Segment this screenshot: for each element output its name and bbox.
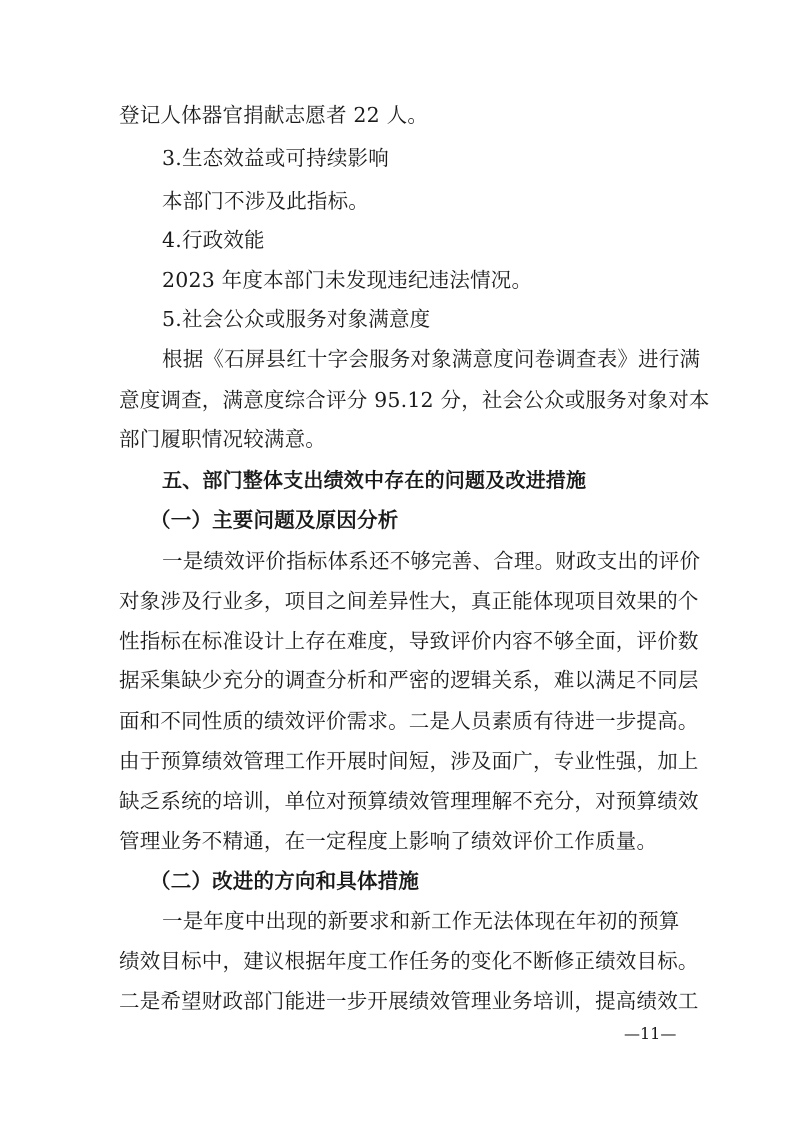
subsection-heading-improvements: （二）改进的方向和具体措施 xyxy=(150,869,420,893)
subsection-heading-problems: （一）主要问题及原因分析 xyxy=(150,508,399,532)
text-line: 本部门不涉及此指标。 xyxy=(162,189,369,213)
subheading-satisfaction: 5.社会公众或服务对象满意度 xyxy=(162,307,431,331)
text-line: 登记人体器官捐献志愿者 22 人。 xyxy=(119,103,429,127)
text-line: 对象涉及行业多，项目之间差异性大，真正能体现项目效果的个 xyxy=(119,589,699,613)
subheading-ecological-benefit: 3.生态效益或可持续影响 xyxy=(162,146,389,170)
text-line: 面和不同性质的绩效评价需求。二是人员素质有待进一步提高。 xyxy=(119,709,699,733)
section-heading: 五、部门整体支出绩效中存在的问题及改进措施 xyxy=(162,468,587,492)
text-line: 意度调查，满意度综合评分 95.12 分，社会公众或服务对象对本 xyxy=(119,388,710,412)
text-line: 一是绩效评价指标体系还不够完善、合理。财政支出的评价 xyxy=(162,549,701,573)
text-line: 二是希望财政部门能进一步开展绩效管理业务培训，提高绩效工 xyxy=(119,989,699,1013)
text-line: 缺乏系统的培训，单位对预算绩效管理理解不充分，对预算绩效 xyxy=(119,789,699,813)
text-line: 绩效目标中，建议根据年度工作任务的变化不断修正绩效目标。 xyxy=(119,949,699,973)
text-line: 部门履职情况较满意。 xyxy=(119,427,326,451)
text-line: 一是年度中出现的新要求和新工作无法体现在年初的预算 xyxy=(162,909,680,933)
text-line: 据采集缺少充分的调查分析和严密的逻辑关系，难以满足不同层 xyxy=(119,668,699,692)
text-line: 管理业务不精通，在一定程度上影响了绩效评价工作质量。 xyxy=(119,829,658,853)
text-line: 由于预算绩效管理工作开展时间短，涉及面广，专业性强，加上 xyxy=(119,749,699,773)
page-number: —11— xyxy=(624,1024,677,1043)
subheading-administrative-efficiency: 4.行政效能 xyxy=(162,228,265,252)
text-line: 2023 年度本部门未发现违纪违法情况。 xyxy=(162,268,533,292)
text-line: 性指标在标准设计上存在难度，导致评价内容不够全面，评价数 xyxy=(119,629,699,653)
text-line: 根据《石屏县红十字会服务对象满意度问卷调查表》进行满 xyxy=(162,347,701,371)
